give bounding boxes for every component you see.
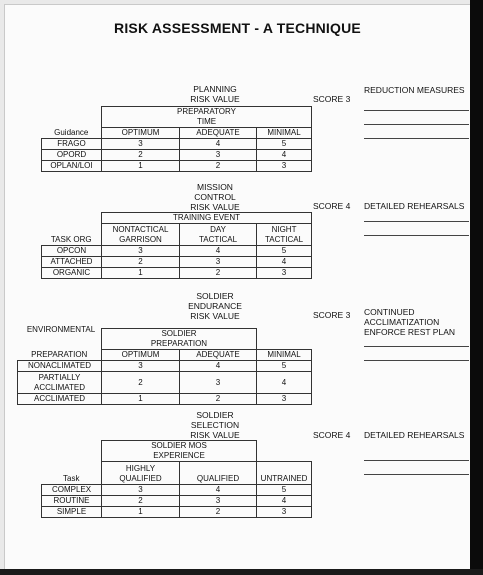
scan-edge-shadow	[470, 0, 483, 575]
risk-value-cell: 2	[102, 150, 180, 161]
column-header: OPTIMUM	[102, 128, 180, 139]
row-label: FRAGO	[42, 139, 102, 150]
scan-edge-shadow	[0, 569, 483, 575]
column-header: NIGHT TACTICAL	[257, 224, 312, 246]
row-axis-label: TASK ORG	[42, 224, 102, 246]
risk-value-cell: 2	[180, 161, 257, 172]
table-row	[18, 394, 312, 405]
row-label: ROUTINE	[42, 496, 102, 507]
risk-value-cell: 4	[180, 139, 257, 150]
column-header: UNTRAINED	[257, 462, 312, 485]
risk-value-cell: 1	[102, 268, 180, 279]
risk-value-cell: 2	[102, 496, 180, 507]
row-label: COMPLEX	[42, 485, 102, 496]
risk-score: SCORE 4	[313, 430, 351, 440]
section-heading: SOLDIER ENDURANCE RISK VALUE	[188, 291, 242, 321]
risk-value-cell: 4	[257, 372, 312, 394]
table-row	[42, 257, 312, 268]
table-row	[18, 361, 312, 372]
reduction-measures-label: DETAILED REHEARSALS	[364, 201, 465, 211]
risk-value-cell: 2	[102, 257, 180, 268]
row-axis-label-top: ENVIRONMENTAL	[26, 325, 96, 334]
row-axis-label: Task	[42, 462, 102, 485]
risk-value-cell: 2	[180, 507, 257, 518]
section-heading: MISSION CONTROL RISK VALUE	[190, 182, 240, 212]
column-header: MINIMAL	[257, 350, 312, 361]
writing-line	[364, 138, 469, 139]
risk-value-cell: 4	[180, 485, 257, 496]
risk-value-cell: 3	[180, 372, 257, 394]
risk-value-cell: 3	[180, 257, 257, 268]
table-row	[42, 161, 312, 172]
row-label: ACCLIMATED	[18, 394, 102, 405]
writing-line	[364, 124, 469, 125]
table-row	[42, 496, 312, 507]
column-header: QUALIFIED	[180, 462, 257, 485]
column-header: DAY TACTICAL	[180, 224, 257, 246]
column-header: HIGHLY QUALIFIED	[102, 462, 180, 485]
column-header: ADEQUATE	[180, 128, 257, 139]
risk-matrix	[41, 106, 312, 172]
column-header: OPTIMUM	[102, 350, 180, 361]
table-row	[42, 246, 312, 257]
risk-value-cell: 3	[102, 246, 180, 257]
row-label: PARTIALLY ACCLIMATED	[18, 372, 102, 394]
reduction-measures-label: DETAILED REHEARSALS	[364, 430, 465, 440]
risk-value-cell: 1	[102, 394, 180, 405]
table-row	[42, 507, 312, 518]
document-page	[4, 4, 471, 570]
table-row	[42, 139, 312, 150]
factor-header: TRAINING EVENT	[102, 213, 312, 224]
writing-line	[364, 360, 469, 361]
risk-value-cell: 3	[180, 150, 257, 161]
row-label: OPLAN/LOI	[42, 161, 102, 172]
row-label: NONACLIMATED	[18, 361, 102, 372]
table-row	[42, 150, 312, 161]
row-axis-label: Guidance	[42, 128, 102, 139]
reduction-measures-label: CONTINUED ACCLIMATIZATION ENFORCE REST PLAN	[364, 307, 456, 337]
table-row	[42, 268, 312, 279]
row-axis-label: PREPARATION	[18, 350, 102, 361]
risk-value-cell: 3	[102, 139, 180, 150]
column-header: ADEQUATE	[180, 350, 257, 361]
row-label: OPORD	[42, 150, 102, 161]
column-header: MINIMAL	[257, 128, 312, 139]
factor-header: SOLDIER PREPARATION	[102, 329, 257, 350]
risk-value-cell: 5	[257, 139, 312, 150]
row-label: OPCON	[42, 246, 102, 257]
risk-score: SCORE 3	[313, 310, 351, 320]
risk-value-cell: 2	[180, 394, 257, 405]
factor-header: PREPARATORY TIME	[102, 107, 312, 128]
writing-line	[364, 235, 469, 236]
row-label: ATTACHED	[42, 257, 102, 268]
risk-value-cell: 4	[180, 361, 257, 372]
row-label: ORGANIC	[42, 268, 102, 279]
section-heading: SOLDIER SELECTION RISK VALUE	[190, 410, 240, 440]
risk-value-cell: 3	[102, 361, 180, 372]
risk-value-cell: 3	[102, 485, 180, 496]
reduction-measures-label: REDUCTION MEASURES	[364, 85, 465, 95]
risk-value-cell: 2	[102, 372, 180, 394]
risk-value-cell: 4	[257, 150, 312, 161]
risk-value-cell: 5	[257, 485, 312, 496]
risk-value-cell: 4	[180, 246, 257, 257]
factor-header: SOLDIER MOS EXPERIENCE	[102, 441, 257, 462]
risk-value-cell: 5	[257, 361, 312, 372]
page-title: RISK ASSESSMENT - A TECHNIQUE	[114, 20, 361, 36]
risk-value-cell: 2	[180, 268, 257, 279]
risk-matrix	[41, 212, 312, 279]
risk-value-cell: 5	[257, 246, 312, 257]
table-row	[18, 372, 312, 394]
row-label: SIMPLE	[42, 507, 102, 518]
writing-line	[364, 460, 469, 461]
risk-matrix	[41, 440, 312, 518]
table-row	[42, 485, 312, 496]
risk-value-cell: 1	[102, 507, 180, 518]
risk-value-cell: 3	[257, 161, 312, 172]
column-header: NONTACTICAL GARRISON	[102, 224, 180, 246]
writing-line	[364, 474, 469, 475]
risk-score: SCORE 3	[313, 94, 351, 104]
risk-value-cell: 4	[257, 496, 312, 507]
section-heading: PLANNING RISK VALUE	[190, 84, 240, 104]
writing-line	[364, 346, 469, 347]
risk-matrix	[17, 328, 312, 405]
risk-value-cell: 1	[102, 161, 180, 172]
risk-value-cell: 3	[257, 268, 312, 279]
risk-value-cell: 3	[257, 507, 312, 518]
risk-value-cell: 3	[257, 394, 312, 405]
risk-score: SCORE 4	[313, 201, 351, 211]
risk-value-cell: 4	[257, 257, 312, 268]
risk-value-cell: 3	[180, 496, 257, 507]
writing-line	[364, 221, 469, 222]
